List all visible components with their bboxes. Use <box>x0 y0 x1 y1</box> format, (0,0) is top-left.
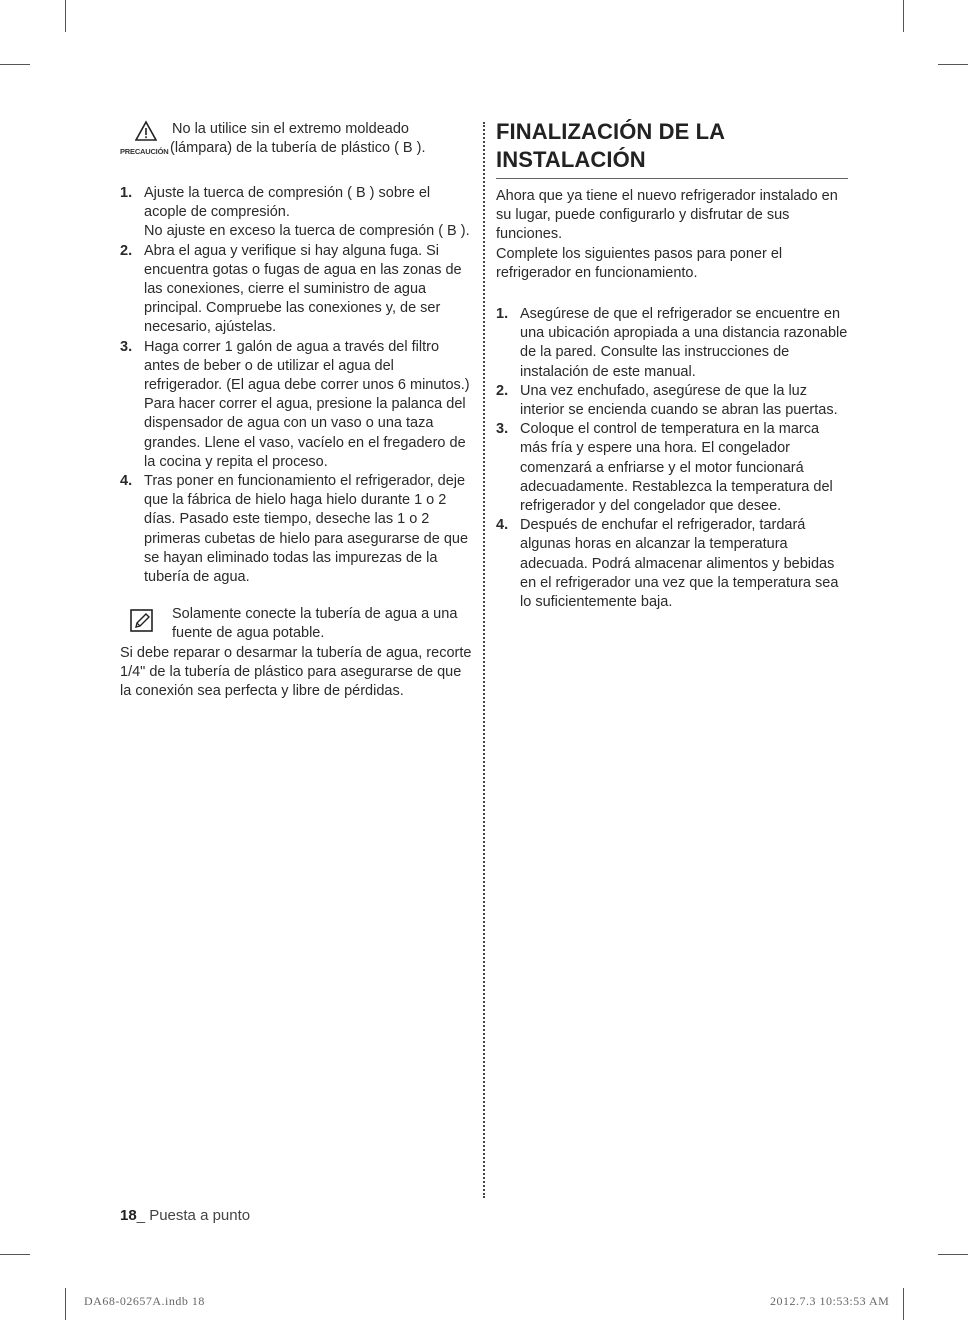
crop-mark <box>903 0 904 32</box>
step-item <box>120 242 474 338</box>
step-item <box>496 382 848 420</box>
caution-text-line1: No la utilice sin el extremo moldeado <box>172 121 409 137</box>
step-item <box>496 420 848 516</box>
step-text: Después de enchufar el refrigerador, tardará algunas horas en alcanzar la temperatura adecuada. Podrá almacenar alimentos y bebidas en el refrigerador una vez que la temperatura sea lo suficientemente baja. <box>520 517 839 611</box>
crop-mark <box>65 1288 66 1320</box>
step-item <box>496 305 848 382</box>
right-column <box>496 118 848 612</box>
left-column <box>120 118 474 701</box>
crop-mark <box>0 64 30 65</box>
section-title-line2: INSTALACIÓN <box>496 147 646 172</box>
column-divider <box>483 122 485 1198</box>
step-text: Ajuste la tuerca de compresión ( B ) sobre el acople de compresión. <box>144 185 431 221</box>
step-text: Una vez enchufado, asegúrese de que la luz interior se encienda cuando se abran las puertas. <box>520 382 838 419</box>
step-number: 4. <box>120 473 133 490</box>
warning-triangle-icon <box>135 120 157 147</box>
step-item <box>120 472 474 587</box>
intro-paragraph-1: Ahora que ya tiene el nuevo refrigerador instalado en su lugar, puede configurarlo y disfrutar de sus funciones. <box>496 188 838 243</box>
crop-mark <box>903 1288 904 1320</box>
note-pencil-icon <box>129 608 155 640</box>
crop-mark <box>0 1254 30 1255</box>
caution-block <box>120 118 474 166</box>
section-title-line1: FINALIZACIÓN DE LA <box>496 119 726 144</box>
step-item <box>120 338 474 472</box>
note-text: Solamente conecte la tubería de agua a una fuente de agua potable. <box>172 606 458 642</box>
crop-mark <box>938 64 968 65</box>
footer-section-label: _ Puesta a punto <box>136 1207 251 1224</box>
crop-mark <box>938 1254 968 1255</box>
step-text: Asegúrese de que el refrigerador se encuentre en una ubicación apropiada a una distancia razonable de la pared. Consulte las instrucciones de instalación de este manual. <box>520 306 848 380</box>
caution-text-line2: (lámpara) de la tubería de plástico ( B ). <box>170 140 426 156</box>
step-number: 2. <box>120 242 133 259</box>
imprint-timestamp: 2012.7.3 10:53:53 AM <box>770 1294 890 1308</box>
step-text: No ajuste en exceso la tuerca de compresión ( B ). <box>144 223 470 240</box>
intro-paragraph-2: Complete los siguientes pasos para poner el refrigerador en funcionamiento. <box>496 245 783 281</box>
right-steps-list <box>496 305 848 612</box>
step-number: 1. <box>120 185 133 201</box>
crop-mark <box>65 0 66 32</box>
step-number: 4. <box>496 517 509 534</box>
step-number: 3. <box>496 421 509 438</box>
step-item <box>120 184 474 242</box>
step-text: Coloque el control de temperatura en la marca más fría y espere una hora. El congelador comenzará a enfriarse y el motor funcionará adecuadamente. Restablezca la temperatura del refrigerador y del congelador que desee. <box>520 421 833 515</box>
section-title <box>496 118 848 174</box>
step-text: Tras poner en funcionamiento el refrigerador, deje que la fábrica de hielo haga hielo durante 1 o 2 días. Pasado este tiempo, deseche las 1 o 2 primeras cubetas de hielo para asegurarse de que se hayan eliminado todas las impurezas de la tubería de agua. <box>144 473 469 586</box>
step-item <box>496 516 848 612</box>
title-rule <box>496 178 848 179</box>
page-number: 18 <box>120 1207 137 1224</box>
step-number: 2. <box>496 382 509 399</box>
step-number: 1. <box>496 306 509 323</box>
note-follow-text: Si debe reparar o desarmar la tubería de agua, recorte 1/4" de la tubería de plástico para asegurarse de que la conexión sea perfecta y libre de pérdidas. <box>120 644 472 700</box>
step-text: Haga correr 1 galón de agua a través del filtro antes de beber o de utilizar el agua del refrigerador. (El agua debe correr unos 6 minutos.) Para hacer correr el agua, presione la palanca del dispensador de agua con un vaso o una taza grandes. Llene el vaso, vacíelo en el fregadero de la cocina y repita el proceso. <box>144 338 470 470</box>
page-footer <box>120 1207 250 1224</box>
imprint-file: DA68-02657A.indb 18 <box>84 1294 205 1308</box>
step-text: Abra el agua y verifique si hay alguna fuga. Si encuentra gotas o fugas de agua en las zonas de las conexiones, cierre el suministro de agua principal. Compruebe las conexiones y, de ser necesario, ajústelas. <box>144 242 462 336</box>
note-block <box>120 605 474 643</box>
left-steps-list <box>120 184 474 587</box>
step-number: 3. <box>120 338 133 355</box>
caution-label: PRECAUCIÓN <box>120 147 169 156</box>
